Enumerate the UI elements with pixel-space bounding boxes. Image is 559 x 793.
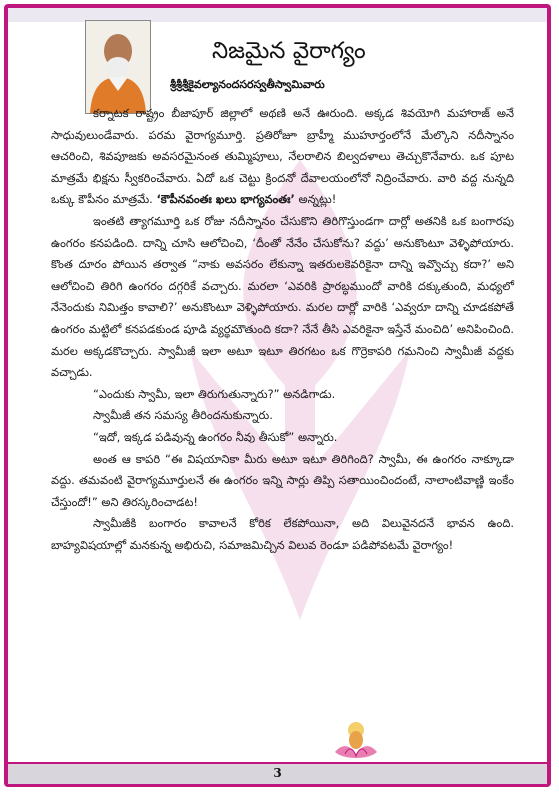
page-number: 3	[273, 766, 282, 780]
dialogue-line-3: “ఇదో, ఇక్కడ పడివున్న ఉంగరం నీవు తీసుకో” అన్నారు.	[93, 429, 338, 444]
sanskrit-quote: ‘కౌపీనవంతః ఖలు భాగ్యవంతః’	[156, 192, 295, 207]
dialogue-line-2: స్వామీజీ తన సమస్య తీరిందనుకున్నారు.	[93, 408, 273, 423]
paragraph-1	[51, 103, 514, 211]
dialogue-line-1: “ఎందుకు స్వామీ, ఇలా తిరుగుతున్నారు?” అనడిగాడు.	[93, 386, 336, 401]
footer-band	[8, 762, 547, 784]
page-title: నిజమైన వైరాగ్యం	[212, 38, 366, 64]
paragraph-3: అంత ఆ కాపరి “ఈ విషయానికా మీరు అటూ ఇటూ తిరిగింది? స్వామీ, ఈ ఉంగరం నాక్కూడా వద్దు. తమవంటి వైరాగ్యమూర్తులనే ఈ ఉంగరం ఇన్ని సార్లు తిప్పి సతాయించిందంటే, నాలాంటివాణ్ణి ఇంకేం చేస్తుందో!” అని తిరస్కరించాడట!	[51, 451, 514, 509]
paragraph-4: స్వామీజీకి బంగారం కావాలనే కోరిక లేకపోయినా, అది విలువైనదనే భావన ఉంది. బాహ్యవిషయాల్లో మనకున్న అభిరుచి, సమాజమిచ్చిన విలువ రెండూ పడిపోవటమే వైరాగ్యం!	[51, 516, 514, 552]
paragraph-2: ఇంతటి త్యాగమూర్తి ఒక రోజు నదీస్నానం చేసుకొని తిరిగొస్తుండగా దార్లో అతనికి ఒక బంగారపు ఉంగరం కనపడింది. దాన్ని చూసి ఆలోచించి, ‘దీంతో నేనేం చేసుకోను? వద్దు’ అనుకొంటూ వెళ్ళిపోయారు. కొంత దూరం పోయిన తర్వాత “నాకు అవసరం లేకున్నా ఇతరులకెవరికైనా దాన్ని ఇవ్వొచ్చు కదా?’ అని ఆలోచించి తిరిగి ఉంగరం దగ్గరికే వచ్చారు. మరలా ‘ఎవరికి ప్రారబ్ధముందో వారికి దక్కుతుంది, మధ్యలో నేనెందుకు నిమిత్తం కావాలి?’ అనుకొంటూ వెళ్ళిపోయారు. మరల దార్లో వారికి ‘ఎవ్వరూ దాన్ని చూడకపోతే ఉంగరం మట్టిలో కనపడకుండ పూడి వ్యర్థమౌతుంది కదా? నేనే తీసి ఎవరికైనా ఇస్తేనే మంచిది’ అనిపించింది. మరల అక్కడకొచ్చారు. స్వామీజీ ఇలా అటూ ఇటూ తిరగటం ఒక గొర్రెకాపరి గమనించి స్వామీజీ వద్దకు వచ్చాడు.	[51, 213, 514, 380]
author-byline: శ్రీశ్రీశ్రీకైవల్యానందసరస్వతీస్వామివారు	[170, 78, 325, 91]
paragraph-tail: అన్నట్లు!	[294, 192, 337, 207]
lotus-emblem-icon	[333, 718, 379, 762]
swami-portrait	[85, 20, 151, 114]
paragraph-text: కర్నాటక రాష్ట్రం బీజాపూర్ జిల్లాలో అథణి అనే ఊరుంది. అక్కడ శివయోగి మహారాజ్ అనే సాధువులుండేవారు. పరమ వైరాగ్యమూర్తి. ప్రతిరోజూ బ్రాహ్మీ ముహూర్తంలోనే మేల్కొని నదీస్నానం ఆచరించి, శివపూజకు అవసరమైనంత తుమ్మిపూలు, నేలరాలిన బిల్వదళాలు తెచ్చుకొనేవారు. ఒక పూట మాత్రమే భిక్షను స్వీకరించేవారు. ఏదో ఒక చెట్టు క్రిందనో దేవాలయంలోనో నిద్రించేవారు. వారి వద్ద నున్నది ఒక్కు కౌపీనం మాత్రమే.	[51, 106, 514, 207]
article-body	[51, 103, 514, 556]
